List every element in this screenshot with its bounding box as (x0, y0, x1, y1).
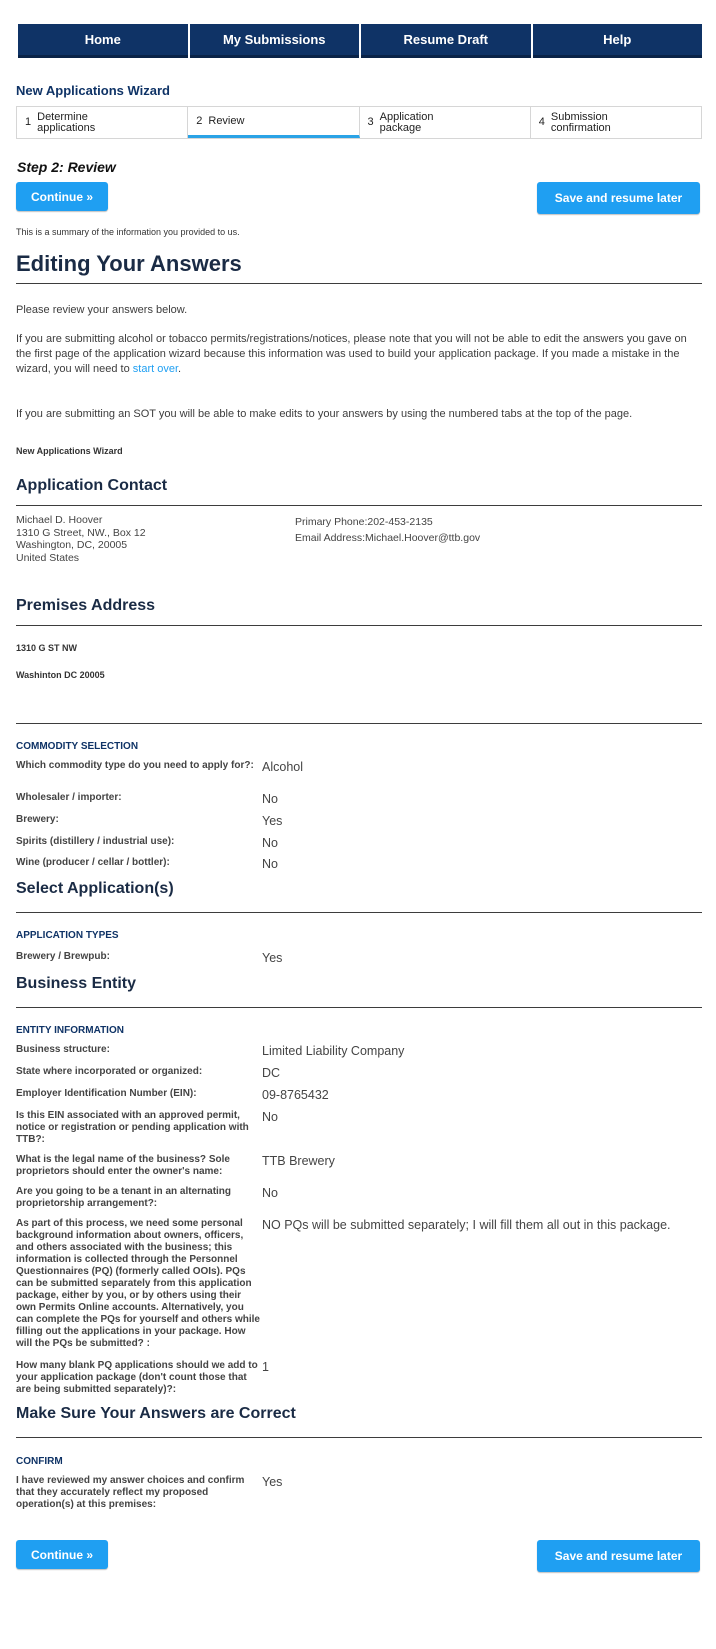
top-nav (18, 24, 702, 58)
question-label: Brewery: (16, 814, 59, 825)
step-number: 2 (196, 114, 203, 127)
answer-value: 1 (262, 1360, 269, 1374)
answer-value: Yes (262, 1475, 283, 1489)
answer-value: Limited Liability Company (262, 1044, 405, 1058)
commodity-subhead: COMMODITY SELECTION (16, 741, 139, 752)
contact-street: 1310 G Street, NW., Box 12 (16, 526, 146, 539)
divider (16, 1007, 702, 1008)
answer-value: No (262, 1186, 278, 1200)
answer-value: No (262, 792, 278, 806)
step-number: 4 (538, 116, 545, 128)
divider (16, 505, 702, 506)
alcohol-note (16, 332, 700, 377)
contact-info (295, 514, 480, 546)
step-heading: Step 2: Review (17, 159, 116, 175)
question-label: Which commodity type do you need to apply for?: (16, 760, 254, 771)
save-resume-button-bottom[interactable]: Save and resume later (537, 1540, 700, 1572)
premises-heading: Premises Address (16, 597, 156, 614)
question-label: Brewery / Brewpub: (16, 951, 110, 962)
answer-value: No (262, 857, 278, 871)
step-application-package[interactable] (360, 107, 531, 138)
answer-value: Alcohol (262, 760, 303, 774)
step-number: 1 (25, 116, 32, 128)
contact-address (16, 514, 146, 564)
contact-country: United States (16, 551, 80, 564)
divider (16, 1437, 702, 1438)
question-label: As part of this process, we need some personal background information about owners, officers, and others associated with the business; this information is collected through the Personnel Questionnaires (PQ) (formerly called OOIs). PQs can be submitted separately from this application package, either by you, or by others using their own Permits Online accounts. Alternatively, you can complete the PQs for yourself and others while filling out the applications in your package. How will the PQs be submitted? : (16, 1218, 260, 1349)
start-over-link[interactable]: start over (132, 363, 179, 375)
answer-value: Yes (262, 814, 283, 828)
premises-line2: Washinton DC 20005 (16, 670, 105, 680)
answer-value: 09-8765432 (262, 1088, 329, 1102)
step-submission-confirmation[interactable] (531, 107, 701, 138)
divider (16, 625, 702, 626)
contact-name: Michael D. Hoover (16, 514, 103, 526)
step-review[interactable] (188, 107, 359, 138)
divider (16, 912, 702, 913)
nav-my-submissions[interactable]: My Submissions (190, 24, 360, 58)
answer-value: No (262, 1110, 278, 1124)
entity-subhead: ENTITY INFORMATION (16, 1025, 124, 1036)
continue-button[interactable]: Continue » (16, 182, 108, 211)
step-label: Application package (379, 110, 434, 134)
applications-heading: Select Application(s) (16, 880, 174, 897)
premises-line1: 1310 G ST NW (16, 643, 78, 653)
continue-button-bottom[interactable]: Continue » (16, 1540, 108, 1569)
question-label: Wholesaler / importer: (16, 792, 122, 803)
answer-value: DC (262, 1066, 281, 1080)
divider (16, 723, 702, 724)
sot-note: If you are submitting an SOT you will be able to make edits to your answers by using the numbered tabs at the top of the page. (16, 408, 633, 420)
alcohol-note-end: . (178, 363, 182, 375)
question-label: What is the legal name of the business? Sole proprietors should enter the owner's name: (16, 1154, 230, 1177)
entity-heading: Business Entity (16, 975, 137, 992)
alcohol-note-text: If you are submitting alcohol or tobacco permits/registrations/notices, please note that you will not be able to edit the answers you gave on the first page of the application wizard because this information was used to build your application package. If you made a mistake in the wizard, you will need to (16, 333, 687, 375)
wizard-label: New Applications Wizard (16, 446, 123, 456)
page-title: Editing Your Answers (16, 251, 242, 276)
step-label: Determine applications (37, 110, 96, 134)
save-resume-button[interactable]: Save and resume later (537, 182, 700, 214)
applications-subhead: APPLICATION TYPES (16, 930, 119, 941)
question-label: Employer Identification Number (EIN): (16, 1088, 197, 1099)
contact-heading: Application Contact (16, 477, 168, 494)
step-determine-applications[interactable] (17, 107, 188, 138)
step-label: Review (208, 114, 245, 127)
wizard-steps (16, 106, 702, 139)
summary-note: This is a summary of the information you provided to us. (16, 227, 240, 237)
question-label: Wine (producer / cellar / bottler): (16, 857, 170, 868)
question-label: Is this EIN associated with an approved permit, notice or registration or pending application with TTB?: (16, 1110, 249, 1145)
contact-email: Email Address:Michael.Hoover@ttb.gov (295, 532, 481, 544)
answer-value: NO PQs will be submitted separately; I will fill them all out in this package. (262, 1218, 671, 1232)
question-label: Spirits (distillery / industrial use): (16, 836, 175, 847)
wizard-title: New Applications Wizard (16, 83, 170, 98)
confirm-heading: Make Sure Your Answers are Correct (16, 1405, 296, 1422)
question-label: Business structure: (16, 1044, 110, 1055)
answer-value: Yes (262, 951, 283, 965)
step-number: 3 (367, 116, 374, 128)
question-label: State where incorporated or organized: (16, 1066, 203, 1077)
question-label: I have reviewed my answer choices and confirm that they accurately reflect my proposed operation(s) at this premises: (16, 1475, 245, 1510)
question-label: How many blank PQ applications should we add to your application package (don't count those that are being submitted separately)?: (16, 1360, 258, 1395)
confirm-subhead: CONFIRM (16, 1456, 63, 1467)
answer-value: TTB Brewery (262, 1154, 335, 1168)
question-label: Are you going to be a tenant in an alternating proprietorship arrangement?: (16, 1186, 232, 1209)
contact-phone: Primary Phone:202-453-2135 (295, 516, 433, 528)
intro-text: Please review your answers below. (16, 304, 188, 316)
nav-help[interactable]: Help (533, 24, 703, 58)
nav-resume-draft[interactable]: Resume Draft (361, 24, 531, 58)
nav-home[interactable]: Home (18, 24, 188, 58)
answer-value: No (262, 836, 278, 850)
contact-city: Washington, DC, 20005 (16, 539, 128, 551)
divider (16, 283, 702, 284)
step-label: Submission confirmation (550, 110, 611, 134)
